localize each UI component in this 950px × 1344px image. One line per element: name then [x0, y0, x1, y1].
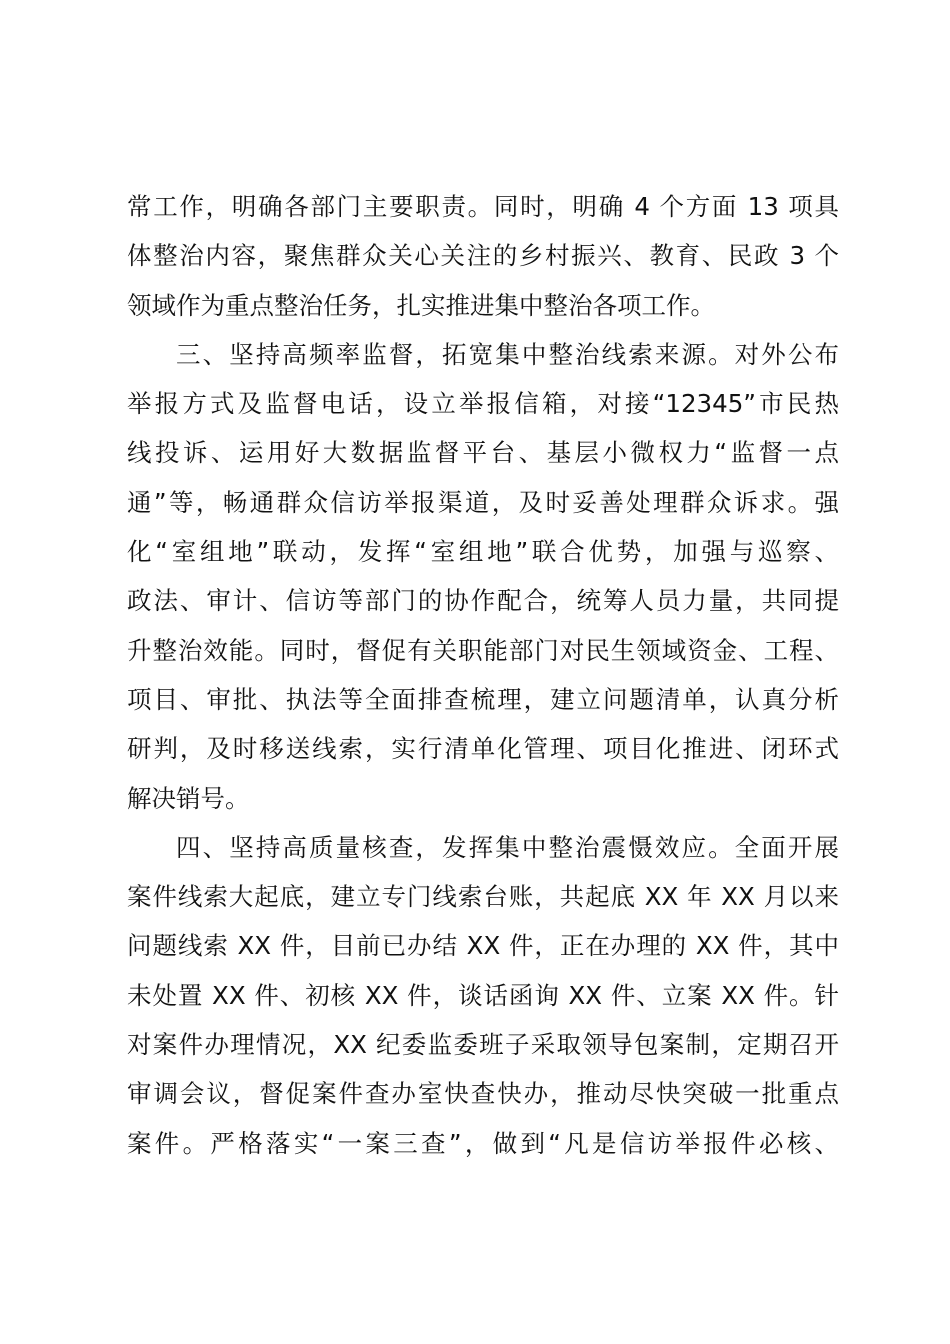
- paragraph-section-three: [127, 330, 839, 823]
- text-line: 举报方式及监督电话，设立举报信箱，对接“12345”市民热: [127, 389, 839, 419]
- text-line: 领域作为重点整治任务，扎实推进集中整治各项工作。: [127, 290, 715, 320]
- text-line: 对案件办理情况，XX 纪委监委班子采取领导包案制，定期召开: [127, 1030, 839, 1060]
- text-line: 升整治效能。同时，督促有关职能部门对民生领域资金、工程、: [127, 635, 839, 665]
- paragraph-continuation: [127, 182, 839, 330]
- text-line: 未处置 XX 件、初核 XX 件，谈话函询 XX 件、立案 XX 件。针: [127, 980, 839, 1010]
- text-line: 化“室组地”联动，发挥“室组地”联合优势，加强与巡察、: [127, 537, 839, 567]
- text-line: 政法、审计、信访等部门的协作配合，统筹人员力量，共同提: [127, 586, 839, 616]
- text-line: 问题线索 XX 件，目前已办结 XX 件，正在办理的 XX 件，其中: [127, 931, 839, 961]
- text-line: 通”等，畅通群众信访举报渠道，及时妥善处理群众诉求。强: [127, 487, 839, 517]
- text-line: 解决销号。: [127, 783, 250, 813]
- text-line: 线投诉、运用好大数据监督平台、基层小微权力“监督一点: [127, 438, 839, 468]
- text-line: 研判，及时移送线索，实行清单化管理、项目化推进、闭环式: [127, 734, 839, 764]
- text-line: 案件线索大起底，建立专门线索台账，共起底 XX 年 XX 月以来: [127, 882, 839, 912]
- text-line: 审调会议，督促案件查办室快查快办，推动尽快突破一批重点: [127, 1079, 839, 1109]
- document-body: [127, 182, 839, 1168]
- text-line: 体整治内容，聚焦群众关心关注的乡村振兴、教育、民政 3 个: [127, 241, 839, 271]
- paragraph-section-four: [127, 823, 839, 1168]
- text-line: 三、坚持高频率监督，拓宽集中整治线索来源。对外公布: [176, 339, 839, 369]
- text-line: 案件。严格落实“一案三查”，做到“凡是信访举报件必核、: [127, 1128, 839, 1158]
- text-line: 常工作，明确各部门主要职责。同时，明确 4 个方面 13 项具: [127, 192, 839, 221]
- text-line: 项目、审批、执法等全面排查梳理，建立问题清单，认真分析: [127, 684, 839, 714]
- text-line: 四、坚持高质量核查，发挥集中整治震慑效应。全面开展: [176, 832, 839, 862]
